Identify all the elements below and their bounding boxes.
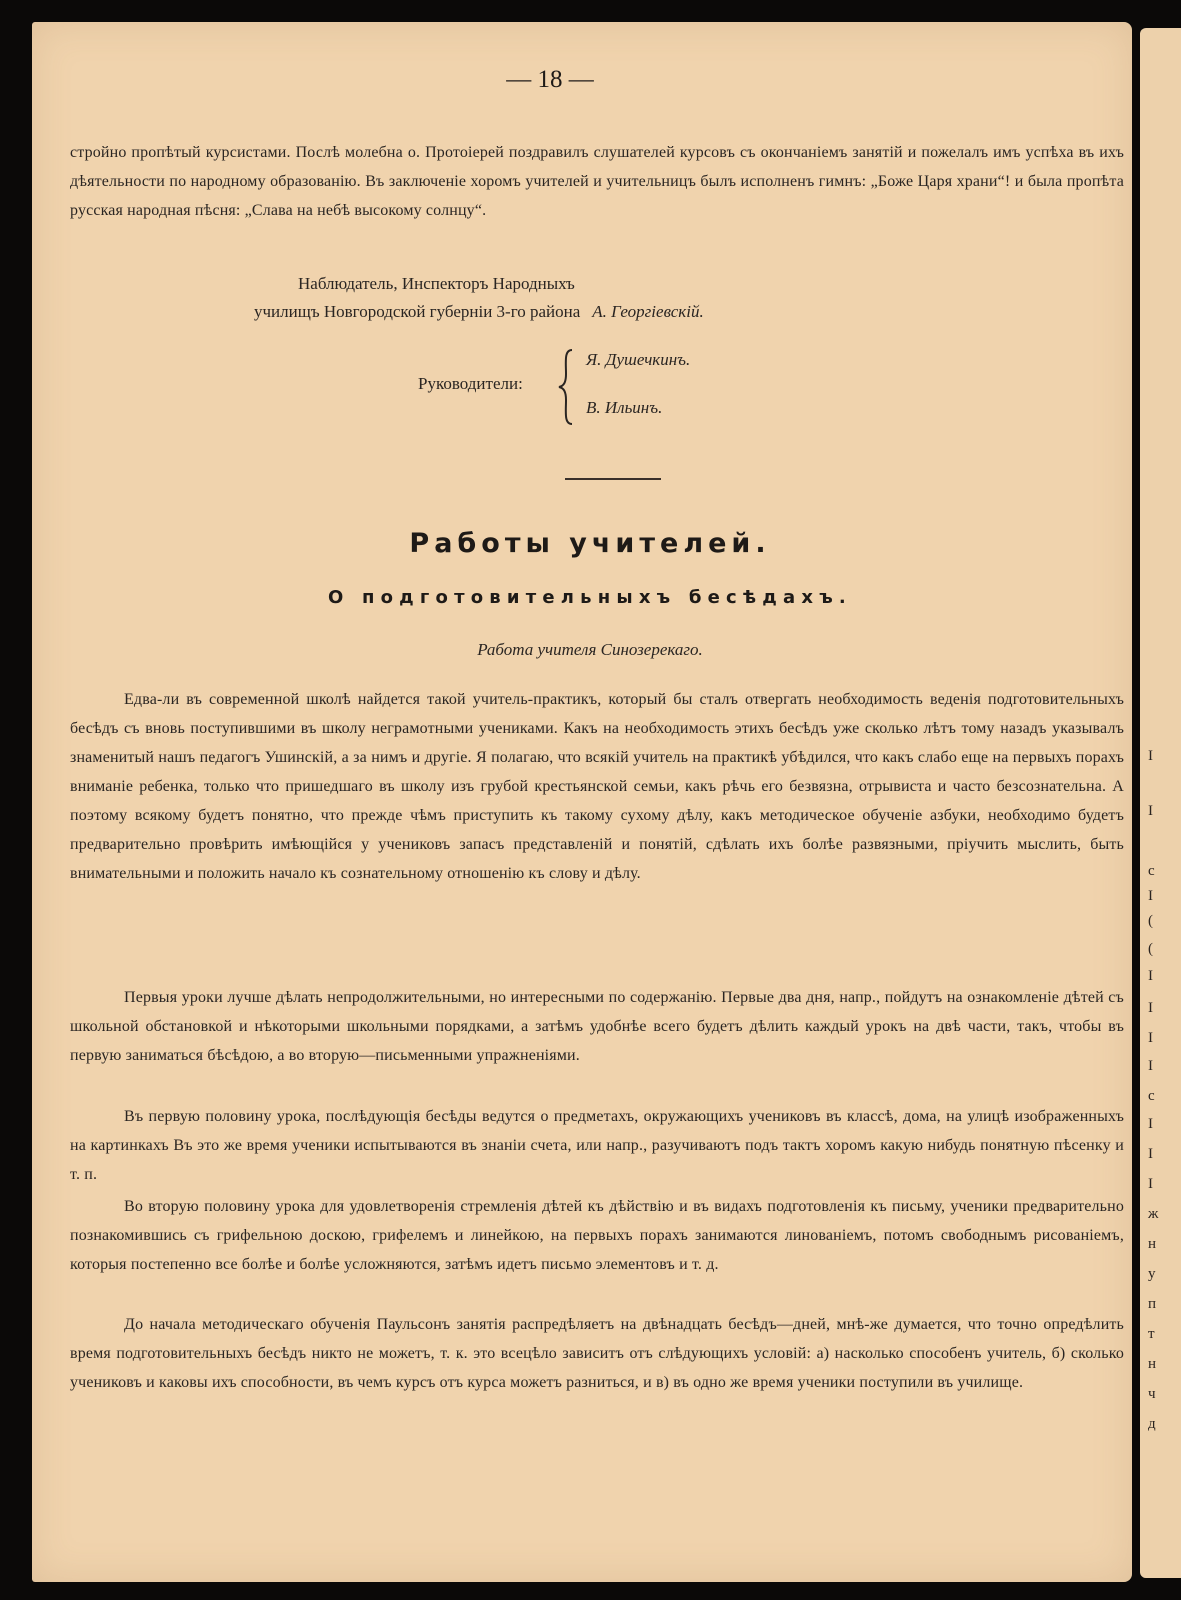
edge-char: I [1148,1176,1153,1192]
edge-char: I [1148,803,1153,819]
edge-char: I [1148,1058,1153,1074]
intro-paragraph: стройно пропѣтый курсистами. Послѣ молебна о. Протоіерей поздравилъ слушателей курсовъ съ окончаніемъ занятій и пожелалъ имъ успѣха въ ихъ дѣятельности по народному образованію. Въ заключеніе хоромъ учителей и учительницъ былъ исполненъ гимнъ: „Боже Царя храни“! и была пропѣта русская народная пѣсня: „Слава на небѣ высокому солнцу“. [70,144,1124,219]
edge-char: т [1148,1326,1155,1342]
article-author: Работа учителя Синозерекаго. [477,640,703,659]
leader-name: В. Ильинъ. [586,398,663,417]
article-paragraph: Во вторую половину урока для удовлетворенія стремленія дѣтей къ дѣйствію и въ видахъ подготовленія къ письму, ученики предварительно познакомившись съ грифельною доскою, грифелемъ и линейкою, на первыхъ порахъ занимаются линованіемъ, потомъ свободнымъ рисованіемъ, которыя постепенно все болѣе и болѣе усложняются, затѣмъ идетъ письмо элементовъ и т. д. [70,1198,1124,1273]
edge-char: I [1148,1030,1153,1046]
edge-char: у [1148,1266,1156,1282]
article-paragraph: Въ первую половину урока, послѣдующія бесѣды ведутся о предметахъ, окружающихъ учениковъ въ классѣ, дома, на улицѣ изображенныхъ на картинкахъ Въ это же время ученики испытываются въ знаніи счета, или напр., разучиваютъ подъ тактъ хоромъ какую нибудь понятную пѣсенку и т. п. [70,1108,1124,1183]
edge-char: ж [1148,1206,1159,1222]
signature-title-line-2 [254,302,704,322]
edge-char: I [1148,1116,1153,1132]
article-title: Работы учителей. [409,528,771,559]
signature-title-line: Наблюдатель, Инспекторъ Народныхъ [298,274,575,293]
section-divider [565,478,661,480]
edge-char: I [1148,748,1153,764]
article-paragraph: Едва-ли въ современной школѣ найдется такой учитель-практикъ, который бы сталъ отвергать необходимость веденія подготовительныхъ бесѣдъ съ вновь поступившими въ школу неграмотными учениками. Какъ на необходимость этихъ бесѣдъ уже сколько лѣтъ тому назадъ указывалъ знаменитый нашъ педагогъ Ушинскій, а за нимъ и другіе. Я полагаю, что всякій учитель на практикѣ убѣдился, что какъ слабо еще на первыхъ порахъ вниманіе ребенка, только что пришедшаго въ школу изъ грубой крестьянской семьи, какъ рѣчь его безвязна, отрывиста и часто безсознательна. А поэтому всякому будетъ понятно, что прежде чѣмъ приступить къ такому сухому дѣлу, какъ методическое обученіе азбуки, необходимо будетъ предварительно провѣрить имѣющійся у учениковъ запасъ представленій и понятій, сдѣлать ихъ болѣе развязными, пріучить мыслить, быть внимательными и положить начало къ сознательному отношенію къ слову и дѣлу. [70,691,1124,882]
article-paragraph: До начала методическаго обученія Паульсонъ занятія распредѣляетъ на двѣнадцать бесѣдъ—дней, мнѣ-же думается, что точно опредѣлить время подготовительныхъ бесѣдъ никто не можетъ, т. к. это всецѣло зависитъ отъ слѣдующихъ условій: а) насколько способенъ учитель, б) сколько учениковъ и каковы ихъ способности, въ чемъ курсъ отъ курса можетъ разниться, и в) въ одно же время ученики поступили въ училище. [70,1316,1124,1391]
edge-char: c [1148,863,1155,879]
edge-char: н [1148,1236,1157,1252]
adjacent-page-edge [1140,28,1181,1578]
edge-char: д [1148,1416,1156,1432]
article-paragraph: Первыя уроки лучше дѣлать непродолжительными, но интересными по содержанію. Первые два дня, напр., пойдутъ на ознакомленіе дѣтей съ школьной обстановкой и нѣкоторыми школьными порядками, а затѣмъ удобнѣе всего будетъ дѣлить каждый урокъ на двѣ части, такъ, чтобы въ первую заниматься бѣсѣдою, а во вторую—письменными упражненіями. [70,989,1124,1064]
edge-char: ч [1148,1386,1156,1402]
edge-char: I [1148,968,1153,984]
edge-char: I [1148,1146,1153,1162]
page-number: — 18 — [506,66,594,93]
signature-district: училищъ Новгородской губерніи 3-го района [254,302,581,321]
edge-char: I [1148,1000,1153,1016]
article-subtitle: О подготовительныхъ бесѣдахъ. [328,587,852,608]
edge-char: ( [1148,941,1153,957]
signature-name: А. Георгіевскій. [592,302,704,321]
leaders-label: Руководители: [418,374,523,393]
edge-char: c [1148,1088,1155,1104]
edge-char: ( [1148,913,1153,929]
edge-char: п [1148,1296,1157,1312]
curly-brace-icon [556,348,576,426]
edge-char: н [1148,1356,1157,1372]
edge-char: I [1148,888,1153,904]
leader-name: Я. Душечкинъ. [586,350,691,369]
